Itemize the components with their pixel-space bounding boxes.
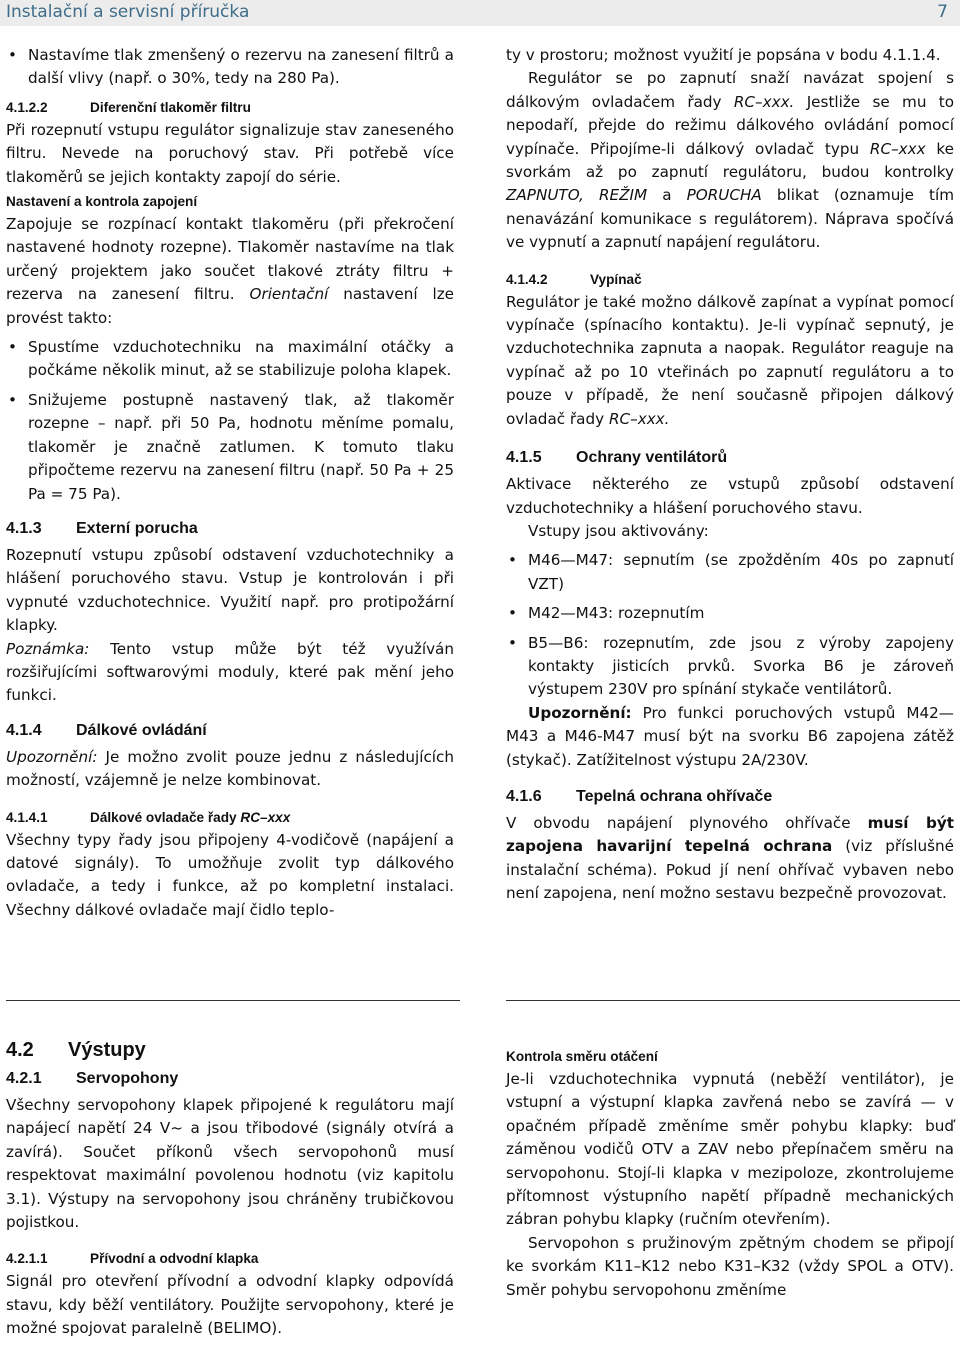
warning-label: Upozornění: — [6, 747, 98, 766]
paragraph: Všechny servopohony klapek připojené k regulátoru mají napájecí napětí 24 V~ a jsou třibodové (signály otvírá a zavírá). Součet příkonů všech servopohonů musí respektovat maximální povolenou hodnotu (viz kapitolu 3.1). Výstupy na servopohony jsou chráněny trubičkovou pojistkou. — [6, 1096, 454, 1232]
note-label: Poznámka: — [6, 639, 90, 658]
section-title: Dálkové ovladače řady — [90, 809, 237, 825]
paragraph-emphasis: Orientační — [249, 285, 329, 304]
paragraph — [6, 213, 454, 330]
paragraph-text: a — [662, 186, 672, 205]
section-title-emphasis: RC–xxx — [240, 809, 291, 825]
section-title: Tepelná ochrana ohřívače — [576, 787, 773, 805]
paragraph-emphasis: RC–xxx — [869, 139, 926, 158]
section-title: Diferenční tlakoměr filtru — [90, 99, 251, 115]
section-heading-4-1-4-1 — [6, 807, 454, 829]
paragraph-text: (viz příslušné instalační schéma). Pokud jí není ohřívač vybaven nebo není zapojena, není možno sestavu bezpečně provozovat. — [506, 837, 955, 903]
paragraph-text: ke svorkám až po zapnutí regulátoru, budou kontrolky — [506, 139, 954, 182]
paragraph: Při rozepnutí vstupu regulátor signalizuje stav zaneseného filtru. Nevede na poruchový stav. Při potřebě více tlakoměrů se jejich kontakty zapojí do série. — [6, 120, 454, 186]
paragraph-text: blikat (oznamuje tím nenavázání komunikace s regulátorem). Náprava spočívá ve vypnutí a zapnutí napájení regulátoru. — [506, 186, 955, 252]
list-item: • M42—M43: rozepnutím — [506, 602, 954, 625]
note-text: Tento vstup může být též využíván rozšiřujícími softwarovými moduly, které pak mění jeho funkci. — [6, 639, 454, 705]
note-paragraph — [6, 638, 454, 708]
section-number: 4.2.1.1 — [6, 1251, 48, 1267]
section-heading-4-1-4-2 — [506, 269, 954, 291]
paragraph-text: nastavení lze provést takto: — [6, 285, 455, 327]
section-number: 4.1.6 — [506, 787, 542, 805]
list-item: • Spustíme vzduchotechniku na maximální otáčky a počkáme několik minut, až se stabilizuje poloha klapek. — [6, 336, 454, 383]
subheading-kontrola-smeru: Kontrola směru otáčení — [506, 1049, 658, 1064]
page-header — [0, 0, 960, 26]
section-heading-4-1-3 — [6, 518, 454, 540]
section-number: 4.1.4.1 — [6, 809, 48, 825]
section-title: Servopohony — [76, 1070, 179, 1087]
section-number: 4.2.1 — [6, 1070, 42, 1087]
subheading-nastaveni: Nastavení a kontrola zapojení — [6, 194, 198, 210]
section-number: 4.1.4.2 — [506, 271, 548, 287]
paragraph-text: Regulátor je také možno dálkově zapínat a vypínat pomocí vypínače (spínacího kontaktu). Je-li vypínač sepnutý, je vzduchotechnika zapnuta a naopak. Regulátor reaguje na vypínač až po 10 vteřinách po zapnutí regulátoru a to pouze v případě, že není současně připojen dálkový ovladač řady — [506, 292, 954, 428]
section-title: Výstupy — [68, 1039, 146, 1061]
section-heading-4-1-5 — [506, 447, 954, 469]
section-number: 4.1.5 — [506, 449, 542, 467]
paragraph — [506, 67, 954, 254]
paragraph: Servopohon s pružinovým zpětným chodem se připojí ke svorkám K11–K12 nebo K31–K32 (vždy SPOL a OTV). Směr pohybu servopohonu změníme — [506, 1233, 954, 1299]
document-title: Instalační a servisní příručka — [6, 2, 250, 22]
section-heading-4-1-6 — [506, 786, 954, 808]
paragraph-emphasis: RC–xxx. — [733, 92, 795, 111]
paragraph — [506, 291, 954, 431]
paragraph-strong: musí být zapojena havarijní tepelná ochrana — [506, 813, 954, 856]
warning-text: Je možno zvolit pouze jednu z následujících možností, vzájemně je nelze kombinovat. — [6, 747, 454, 790]
list-item: • Nastavíme tlak zmenšený o rezervu na zanesení filtrů a další vlivy (např. o 30%, tedy na 280 Pa). — [6, 44, 454, 91]
section-title: Přívodní a odvodní klapka — [90, 1251, 259, 1267]
paragraph: ty v prostoru; možnost využití je popsána v bodu 4.1.1.4. — [506, 46, 941, 64]
section-number: 4.1.2.2 — [6, 99, 48, 115]
paragraph-text: Jestliže se mu to nepodaří, přejde do režimu dálkového ovládání pomocí vypínače. Připojíme-li dálkový ovladač typu — [506, 92, 955, 158]
section-title: Vypínač — [590, 271, 642, 287]
section-title: Externí porucha — [76, 519, 198, 537]
paragraph-text: Zapojuje se rozpínací kontakt tlakoměru (při překročení nastavené hodnoty rozepne). Tlakoměr nastavíme na tlak určený projektem jako součet tlakové ztráty filtru + rezerva na zanesení filtru. — [6, 215, 454, 304]
section-heading-4-2 — [6, 1036, 454, 1064]
list-item: • M46—M47: sepnutím (se zpožděním 40s po zapnutí VZT) — [506, 549, 954, 596]
paragraph: Signál pro otevření přívodní a odvodní klapky odpovídá stavu, kdy běží ventilátory. Použijte servopohony, které je možné spojovat paralelně (BELIMO). — [6, 1272, 454, 1338]
paragraph: Aktivace některého ze vstupů způsobí odstavení vzduchotechniky a hlášení poruchového stavu. — [506, 475, 954, 517]
paragraph: Vstupy jsou aktivovány: — [528, 521, 709, 540]
list-item: • Snižujeme postupně nastavený tlak, až tlakoměr rozepne – např. při 50 Pa, hodnotu měníme pomalu, tlakoměr je značně zatlumen. K tomuto tlaku připočteme rezervu na zanesení filtru (např. 50 Pa + 25 Pa = 75 Pa). — [6, 389, 454, 506]
section-title: Dálkové ovládání — [76, 721, 207, 739]
section-heading-4-2-1 — [6, 1068, 454, 1090]
paragraph-emphasis: RC–xxx. — [608, 409, 670, 428]
column-left-bottom — [6, 1036, 454, 1341]
paragraph-emphasis: PORUCHA — [686, 186, 762, 205]
paragraph-emphasis: ZAPNUTO, REŽIM — [506, 186, 648, 205]
section-title: Ochrany ventilátorů — [576, 449, 728, 467]
warning-paragraph — [506, 702, 954, 772]
paragraph: Všechny typy řady jsou připojeny 4-vodičově (napájení a datové signály). To umožňuje zvolit typ dálkového ovladače, a tedy i funkce, až po kompletní instalaci. Všechny dálkové ovladače mají čidlo teplo- — [6, 830, 454, 919]
section-number: 4.2 — [6, 1039, 34, 1061]
section-heading-4-1-4 — [6, 720, 454, 742]
column-right-top — [506, 44, 954, 906]
section-number: 4.1.4 — [6, 721, 42, 739]
column-left-top — [6, 44, 454, 922]
warning-label: Upozornění: — [528, 703, 632, 722]
paragraph-text: V obvodu napájení plynového ohřívače — [506, 813, 851, 832]
paragraph: Je-li vzduchotechnika vypnutá (neběží ventilátor), je vstupní a výstupní klapka zavřená nebo se zavírá — v opačném případě změníme směr pohybu klapky: buď záměnou vodičů OTV a ZAV nebo přepínačem směru na servopohonu. Stojí-li klapka v mezipoloze, zkontrolujeme přítomnost výstupního napětí případně mechanických zábran pohybu klapky (ručním otevřením). — [506, 1070, 954, 1229]
page-number: 7 — [937, 2, 948, 22]
divider — [506, 1000, 960, 1001]
section-number: 4.1.3 — [6, 519, 42, 537]
section-heading-4-1-2-2 — [6, 97, 454, 119]
paragraph: Rozepnutí vstupu způsobí odstavení vzduchotechniky a hlášení poruchového stavu. Vstup je kontrolován i při vypnuté vzduchotechnice. Využití např. pro protipožární klapky. — [6, 545, 454, 635]
warning-text: Pro funkci poruchových vstupů M42—M43 a M46-M47 musí být na svorku B6 zapojena zátěž (stykač). Zatížitelnost výstupu 2A/230V. — [506, 703, 954, 769]
paragraph — [506, 812, 954, 906]
paragraph-text: Regulátor se po zapnutí snaží navázat spojení s dálkovým ovladačem řady — [506, 69, 954, 111]
list-item: • B5—B6: rozepnutím, zde jsou z výroby zapojeny kontakty jisticích prvků. Svorka B6 je zároveň výstupem 230V pro spínání stykače ventilátorů. — [506, 632, 954, 702]
warning-paragraph — [6, 746, 454, 793]
divider — [6, 1000, 460, 1001]
column-right-bottom — [506, 1046, 954, 1302]
section-heading-4-2-1-1 — [6, 1248, 454, 1270]
